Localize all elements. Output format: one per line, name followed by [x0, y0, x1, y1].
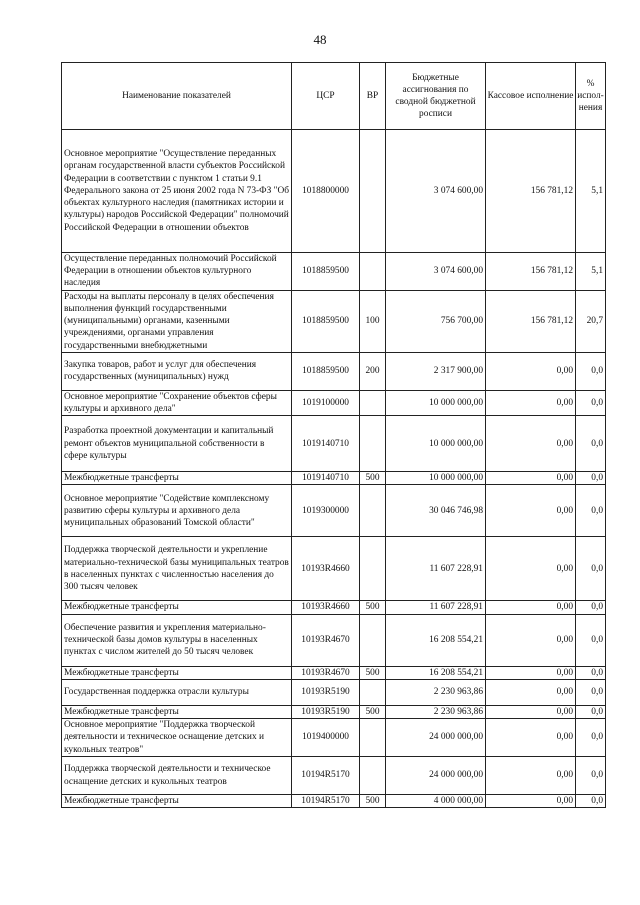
row-cash: 0,00 [486, 614, 576, 666]
row-percent: 0,0 [576, 666, 606, 679]
row-cash: 156 781,12 [486, 130, 576, 253]
row-percent: 0,0 [576, 719, 606, 757]
row-budget: 10 000 000,00 [386, 472, 486, 485]
row-csr: 10193R4670 [292, 614, 360, 666]
row-vr: 100 [360, 290, 386, 352]
table-body [62, 130, 606, 808]
row-cash: 0,00 [486, 390, 576, 415]
table-row [62, 130, 606, 253]
row-csr: 1018859500 [292, 253, 360, 291]
row-csr: 1019400000 [292, 719, 360, 757]
row-cash: 0,00 [486, 795, 576, 808]
table-row [62, 719, 606, 757]
row-vr [360, 416, 386, 472]
row-budget: 16 208 554,21 [386, 614, 486, 666]
row-csr: 1018859500 [292, 290, 360, 352]
row-csr: 1018800000 [292, 130, 360, 253]
header-budget: Бюджетные ассигнования по сводной бюджетной росписи [386, 63, 486, 130]
table-row [62, 290, 606, 352]
row-vr [360, 130, 386, 253]
row-vr: 500 [360, 666, 386, 679]
row-csr: 10193R4670 [292, 666, 360, 679]
row-cash: 0,00 [486, 705, 576, 718]
row-name: Основное мероприятие "Содействие комплексному развитию сферы культуры и архивного дела муниципальных образований Томской области" [62, 485, 292, 537]
row-budget: 4 000 000,00 [386, 795, 486, 808]
row-cash: 0,00 [486, 757, 576, 795]
row-budget: 30 046 746,98 [386, 485, 486, 537]
header-percent: % испол-нения [576, 63, 606, 130]
row-csr: 1018859500 [292, 352, 360, 390]
row-budget: 756 700,00 [386, 290, 486, 352]
row-percent: 0,0 [576, 614, 606, 666]
row-name: Основное мероприятие "Осуществление переданных органам государственной власти субъектов Российской Федерации в соответствии с пунктом 1 статьи 9.1 Федерального закона от 25 июня 2002 года N 73-ФЗ "Об объектах культурного наследия (памятниках истории и культуры) народов Российской Федерации" полномочий Российской Федерации в отношении объектов [62, 130, 292, 253]
header-vr: ВР [360, 63, 386, 130]
row-vr [360, 537, 386, 601]
row-name: Разработка проектной документации и капитальный ремонт объектов муниципальной собственности в сфере культуры [62, 416, 292, 472]
row-name: Обеспечение развития и укрепления материально-технической базы домов культуры в населенных пунктах с числом жителей до 50 тысяч человек [62, 614, 292, 666]
table-row [62, 757, 606, 795]
table-row [62, 666, 606, 679]
row-cash: 0,00 [486, 719, 576, 757]
row-vr [360, 390, 386, 415]
table-row [62, 601, 606, 614]
table-row [62, 416, 606, 472]
row-budget: 3 074 600,00 [386, 253, 486, 291]
row-percent: 0,0 [576, 416, 606, 472]
row-percent: 0,0 [576, 390, 606, 415]
row-vr: 500 [360, 705, 386, 718]
row-name: Межбюджетные трансферты [62, 472, 292, 485]
row-percent: 0,0 [576, 485, 606, 537]
row-budget: 2 317 900,00 [386, 352, 486, 390]
row-percent: 0,0 [576, 705, 606, 718]
row-percent: 5,1 [576, 253, 606, 291]
table-row [62, 705, 606, 718]
table-row [62, 485, 606, 537]
table-row [62, 390, 606, 415]
row-cash: 156 781,12 [486, 290, 576, 352]
row-csr: 1019140710 [292, 472, 360, 485]
row-name: Межбюджетные трансферты [62, 666, 292, 679]
row-cash: 0,00 [486, 601, 576, 614]
header-csr: ЦСР [292, 63, 360, 130]
row-name: Основное мероприятие "Сохранение объектов сферы культуры и архивного дела" [62, 390, 292, 415]
row-cash: 0,00 [486, 666, 576, 679]
row-budget: 2 230 963,86 [386, 679, 486, 705]
row-percent: 5,1 [576, 130, 606, 253]
row-vr: 500 [360, 795, 386, 808]
header-name: Наименование показателей [62, 63, 292, 130]
row-csr: 10193R5190 [292, 705, 360, 718]
row-csr: 10193R5190 [292, 679, 360, 705]
row-csr: 1019140710 [292, 416, 360, 472]
row-vr [360, 719, 386, 757]
row-percent: 0,0 [576, 472, 606, 485]
table-header-row [62, 63, 606, 130]
row-vr [360, 253, 386, 291]
table-row [62, 795, 606, 808]
row-name: Межбюджетные трансферты [62, 795, 292, 808]
row-budget: 3 074 600,00 [386, 130, 486, 253]
row-percent: 0,0 [576, 757, 606, 795]
row-name: Межбюджетные трансферты [62, 705, 292, 718]
row-percent: 0,0 [576, 795, 606, 808]
table-row [62, 253, 606, 291]
row-name: Закупка товаров, работ и услуг для обеспечения государственных (муниципальных) нужд [62, 352, 292, 390]
row-cash: 156 781,12 [486, 253, 576, 291]
row-percent: 0,0 [576, 601, 606, 614]
row-name: Осуществление переданных полномочий Российской Федерации в отношении объектов культурного наследия [62, 253, 292, 291]
row-budget: 11 607 228,91 [386, 537, 486, 601]
row-vr: 200 [360, 352, 386, 390]
row-vr [360, 679, 386, 705]
row-name: Поддержка творческой деятельности и укрепление материально-технической базы муниципальных театров в населенных пунктах с численностью населения до 300 тысяч человек [62, 537, 292, 601]
row-budget: 10 000 000,00 [386, 416, 486, 472]
row-vr: 500 [360, 472, 386, 485]
table-row [62, 537, 606, 601]
row-cash: 0,00 [486, 679, 576, 705]
row-cash: 0,00 [486, 352, 576, 390]
budget-execution-table [61, 62, 606, 808]
row-csr: 10193R4660 [292, 537, 360, 601]
row-name: Основное мероприятие "Поддержка творческой деятельности и техническое оснащение детских и кукольных театров" [62, 719, 292, 757]
row-name: Межбюджетные трансферты [62, 601, 292, 614]
row-cash: 0,00 [486, 485, 576, 537]
table-row [62, 472, 606, 485]
row-percent: 0,0 [576, 352, 606, 390]
row-csr: 10194R5170 [292, 795, 360, 808]
table-row [62, 679, 606, 705]
table-row [62, 352, 606, 390]
row-budget: 24 000 000,00 [386, 757, 486, 795]
row-budget: 2 230 963,86 [386, 705, 486, 718]
row-cash: 0,00 [486, 472, 576, 485]
row-csr: 1019100000 [292, 390, 360, 415]
row-vr: 500 [360, 601, 386, 614]
row-percent: 20,7 [576, 290, 606, 352]
row-name: Поддержка творческой деятельности и техническое оснащение детских и кукольных театров [62, 757, 292, 795]
row-vr [360, 485, 386, 537]
row-percent: 0,0 [576, 679, 606, 705]
row-csr: 10193R4660 [292, 601, 360, 614]
row-budget: 16 208 554,21 [386, 666, 486, 679]
row-name: Расходы на выплаты персоналу в целях обеспечения выполнения функций государственными (муниципальными) органами, казенными учреждениями, органами управления государственными внебюджетными [62, 290, 292, 352]
row-vr [360, 614, 386, 666]
row-budget: 24 000 000,00 [386, 719, 486, 757]
row-budget: 10 000 000,00 [386, 390, 486, 415]
row-cash: 0,00 [486, 416, 576, 472]
row-cash: 0,00 [486, 537, 576, 601]
row-vr [360, 757, 386, 795]
header-cash: Кассовое исполнение [486, 63, 576, 130]
row-percent: 0,0 [576, 537, 606, 601]
row-name: Государственная поддержка отрасли культуры [62, 679, 292, 705]
row-csr: 1019300000 [292, 485, 360, 537]
row-budget: 11 607 228,91 [386, 601, 486, 614]
table-row [62, 614, 606, 666]
row-csr: 10194R5170 [292, 757, 360, 795]
page-number: 48 [313, 32, 327, 47]
